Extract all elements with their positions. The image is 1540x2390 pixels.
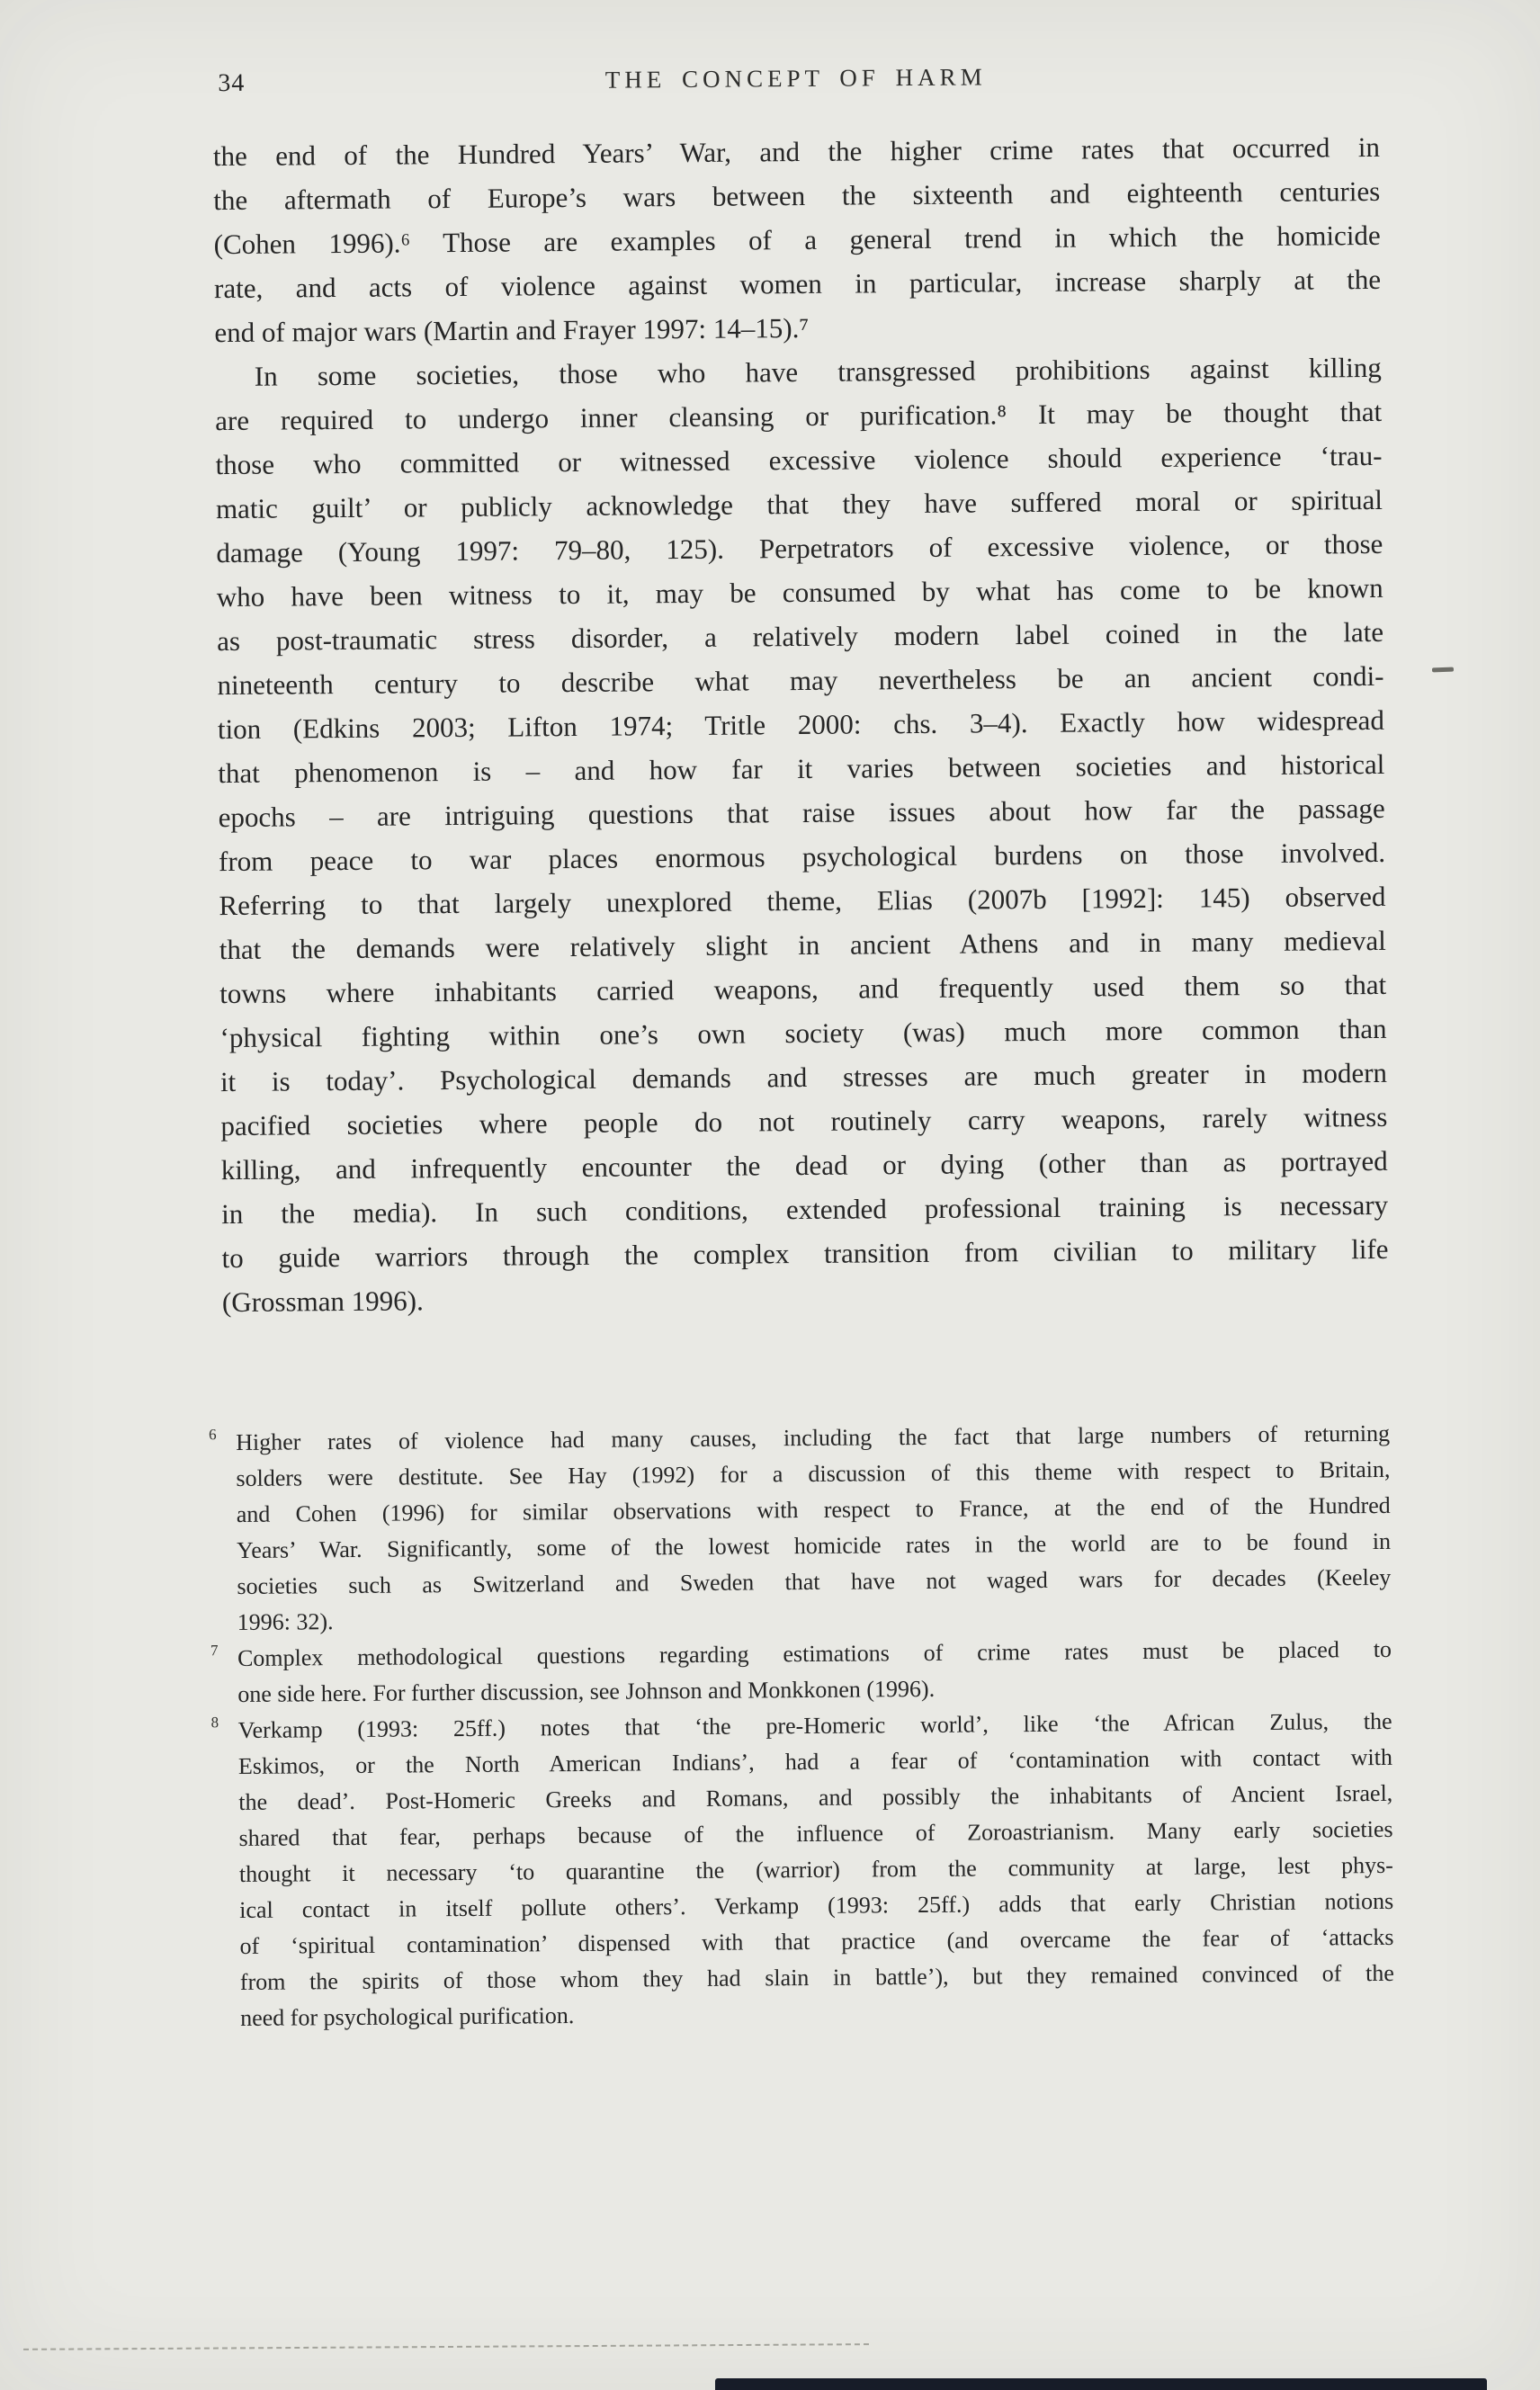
paragraph xyxy=(215,345,1389,1324)
footnote-line: of ‘spiritual contamination’ dispensed with that practice (and overcame the fear of ‘attacks xyxy=(239,1923,1394,1959)
body-line: (Cohen 1996).⁶ Those are examples of a general trend in which the homicide xyxy=(213,219,1381,261)
body-line: (Grossman 1996). xyxy=(221,1285,424,1319)
body-line: damage (Young 1997: 79–80, 125). Perpetrators of excessive violence, or those xyxy=(216,527,1383,569)
body-line: nineteenth century to describe what may nevertheless be an ancient condi- xyxy=(217,659,1384,702)
body-line: rate, and acts of violence against women in particular, increase sharply at the xyxy=(213,263,1382,305)
footnote-line: from the spirits of those whom they had slain in battle’), but they remained convinced of the xyxy=(239,1959,1394,1995)
scanner-edge-bar-artifact xyxy=(715,2378,1487,2390)
body-line: In some societies, those who have transgressed prohibitions against killing xyxy=(254,351,1382,392)
footnote-line: thought it necessary ‘to quarantine the (warrior) from the community at large, lest phys- xyxy=(238,1851,1393,1887)
body-line: from peace to war places enormous psychological burdens on those involved. xyxy=(218,836,1386,878)
body-line: the aftermath of Europe’s wars between the sixteenth and eighteenth centuries xyxy=(213,175,1381,217)
body-line: who have been witness to it, may be consumed by what has come to be known xyxy=(216,571,1383,613)
body-line: are required to undergo inner cleansing or purification.⁸ It may be thought that xyxy=(215,395,1383,437)
body-line: that the demands were relatively slight in ancient Athens and in many medieval xyxy=(219,924,1386,966)
body-line: killing, and infrequently encounter the dead or dying (other than as portrayed xyxy=(220,1144,1388,1186)
body-line: pacified societies where people do not routinely carry weapons, rarely witness xyxy=(220,1100,1388,1142)
footnote-line: societies such as Switzerland and Sweden that have not waged wars for decades (Keeley xyxy=(237,1563,1392,1599)
body-line: matic guilt’ or publicly acknowledge that they have suffered moral or spiritual xyxy=(215,483,1383,525)
body-line: towns where inhabitants carried weapons, and frequently used them so that xyxy=(219,968,1387,1010)
body-text xyxy=(213,125,1389,1324)
body-line: Referring to that largely unexplored theme, Elias (2007b [1992]: 145) observed xyxy=(219,880,1386,922)
footnote-line: Higher rates of violence had many causes, including the fact that large numbers of returning xyxy=(236,1419,1391,1455)
footnote-line: Complex methodological questions regarding estimations of crime rates must be placed to xyxy=(237,1635,1392,1671)
body-line: in the media). In such conditions, extended professional training is necessary xyxy=(221,1188,1389,1231)
body-line: the end of the Hundred Years’ War, and the higher crime rates that occurred in xyxy=(212,130,1381,173)
footnote-line: Eskimos, or the North American Indians’, had a fear of ‘contamination with contact with xyxy=(237,1743,1393,1779)
body-line: those who committed or witnessed excessive violence should experience ‘trau- xyxy=(215,439,1383,481)
footnote-line: and Cohen (1996) for similar observations with respect to France, at the end of the Hundred xyxy=(236,1491,1391,1527)
footnote-line: Years’ War. Significantly, some of the lowest homicide rates in the world are to be found in xyxy=(236,1527,1392,1563)
footnote-line: ical contact in itself pollute others’. Verkamp (1993: 25ff.) adds that early Christian notions xyxy=(239,1887,1394,1923)
body-line: ‘physical fighting within one’s own society (was) much more common than xyxy=(219,1012,1387,1054)
footnotes xyxy=(208,1416,1394,2036)
footnote-line: 1996: 32). xyxy=(237,1608,334,1635)
body-line: as post-traumatic stress disorder, a relatively modern label coined in the late xyxy=(217,615,1384,658)
body-line: tion (Edkins 2003; Lifton 1974; Tritle 2000: chs. 3–4). Exactly how widespread xyxy=(217,703,1385,746)
body-line: epochs – are intriguing questions that raise issues about how far the passage xyxy=(218,792,1385,834)
footnote xyxy=(208,1416,1392,1641)
footnote-marker: 6 xyxy=(208,1426,217,1444)
footnote-line: Verkamp (1993: 25ff.) notes that ‘the pre-Homeric world’, like ‘the African Zulus, the xyxy=(237,1707,1392,1743)
body-line: that phenomenon is – and how far it varies between societies and historical xyxy=(218,747,1385,790)
body-line: end of major wars (Martin and Frayer 1997: 14–15).⁷ xyxy=(214,311,810,349)
footnote-line: the dead’. Post-Homeric Greeks and Romans, and possibly the inhabitants of Ancient Israel, xyxy=(238,1779,1393,1815)
body-line: to guide warriors through the complex transition from civilian to military life xyxy=(221,1232,1389,1275)
footnote xyxy=(210,1632,1392,1713)
footnote-marker: 7 xyxy=(210,1642,219,1660)
paragraph xyxy=(213,125,1382,354)
body-line: it is today’. Psychological demands and stresses are much greater in modern xyxy=(219,1056,1388,1098)
footnote xyxy=(210,1704,1394,2036)
footnote-line: need for psychological purification. xyxy=(240,2002,575,2031)
scan-smudge-mark xyxy=(1432,667,1454,673)
scan-dashed-line-artifact xyxy=(23,2343,869,2350)
footnote-line: one side here. For further discussion, see Johnson and Monkkonen (1996). xyxy=(237,1675,936,1707)
footnote-line: solders were destitute. See Hay (1992) for a discussion of this theme with respect to Britain, xyxy=(236,1455,1391,1491)
page-header xyxy=(212,60,1379,102)
text-block xyxy=(208,60,1394,2036)
running-head: THE CONCEPT OF HARM xyxy=(604,63,987,94)
page-number: 34 xyxy=(218,68,246,98)
footnote-marker: 8 xyxy=(210,1714,219,1732)
footnote-line: shared that fear, perhaps because of the influence of Zoroastrianism. Many early societies xyxy=(238,1815,1393,1851)
